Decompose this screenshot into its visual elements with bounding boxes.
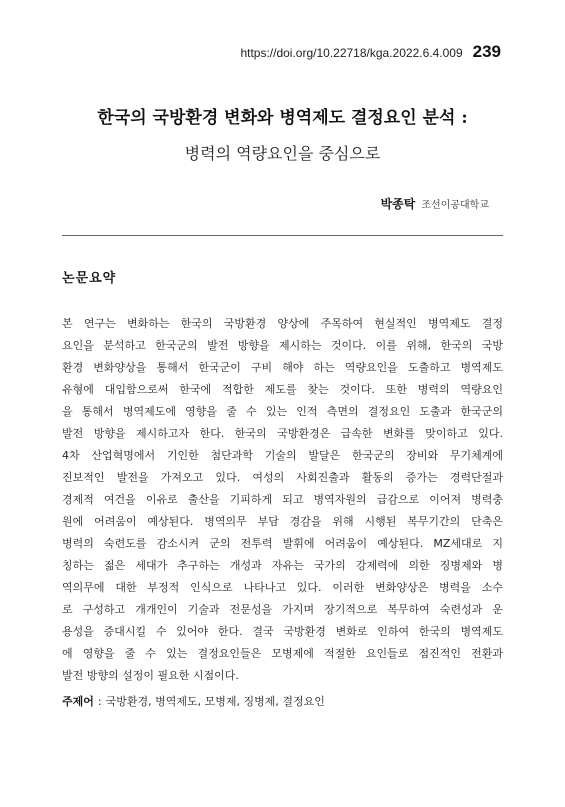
abstract-line: 발전 방향의 설정이 필요한 시점이다. (62, 669, 239, 682)
keywords-row (62, 693, 325, 709)
keywords-text: 국방환경, 병역제도, 모병제, 징병제, 결정요인 (105, 695, 325, 708)
abstract-heading: 논문요약 (62, 271, 117, 286)
paper-subtitle: 병력의 역량요인을 중심으로 (184, 144, 381, 163)
abstract-line: 본 연구는 변화하는 한국의 국방환경 양상에 주목하여 현실적인 병역제도 결정 (62, 317, 503, 330)
abstract-line: 용성을 증대시킬 수 있어야 한다. 결국 국방환경 변화로 인하여 한국의 병역제도 (62, 625, 503, 638)
abstract-line: 발전 방향을 제시하고자 한다. 한국의 국방환경은 급속한 변화를 맞이하고 있다. (62, 427, 503, 440)
abstract-line: 유형에 대입함으로써 한국에 적합한 제도를 찾는 것이다. 또한 병력의 역량요인 (62, 383, 503, 396)
abstract-line: 에 영향을 줄 수 있는 결정요인들은 모병제에 적절한 요인들로 점진적인 전환과 (62, 647, 503, 660)
keywords-separator: : (97, 695, 102, 708)
page-header (240, 42, 501, 62)
abstract-line: 진보적인 발전을 가져오고 있다. 여성의 사회진출과 활동의 증가는 경력단절과 (62, 471, 503, 484)
abstract-line: 4차 산업혁명에서 기인한 첨단과학 기술의 발달은 한국군의 장비와 무기체계에 (62, 449, 503, 462)
author-name: 박종탁 (380, 197, 416, 211)
abstract-line: 경제적 여건을 이유로 출산을 기피하게 되고 병역자원의 급감으로 이어져 병력충 (62, 493, 503, 506)
author-affiliation: 조선이공대학교 (421, 200, 489, 211)
abstract-line: 로 구성하고 개개인이 기술과 전문성을 가지며 장기적으로 복무하여 숙련성과 운 (62, 603, 503, 616)
abstract-line: 환경 변화양상을 통해서 한국군이 구비 해야 하는 역량요인을 도출하고 병역제도 (62, 361, 503, 374)
abstract-body (62, 313, 503, 687)
author-block (381, 195, 489, 212)
abstract-line: 원에 어려움이 예상된다. 병역의무 부담 경감을 위해 시행된 복무기간의 단축은 (62, 515, 503, 528)
keywords-label: 주제어 (62, 695, 94, 708)
horizontal-divider (62, 235, 503, 236)
page-number: 239 (472, 42, 501, 61)
abstract-line: 칭하는 젊은 세대가 추구하는 개성과 자유는 국가의 강제력에 의한 징병제와 병 (62, 559, 503, 572)
abstract-line: 역의무에 대한 부정적 인식으로 나타나고 있다. 이러한 변화양상은 병력을 소수 (62, 581, 503, 594)
abstract-line: 을 통해서 병역제도에 영향을 줄 수 있는 인적 측면의 결정요인 도출과 한국군의 (62, 405, 503, 418)
doi-link[interactable]: https://doi.org/10.22718/kga.2022.6.4.009 (240, 46, 463, 60)
paper-title: 한국의 국방환경 변화와 병역제도 결정요인 분석 : (97, 108, 468, 128)
abstract-line: 요인을 분석하고 한국군의 발전 방향을 제시하는 것이다. 이를 위해, 한국의 국방 (62, 339, 503, 352)
abstract-line: 병력의 숙련도를 감소시켜 군의 전투력 발휘에 어려움이 예상된다. MZ세대로 지 (62, 537, 503, 550)
